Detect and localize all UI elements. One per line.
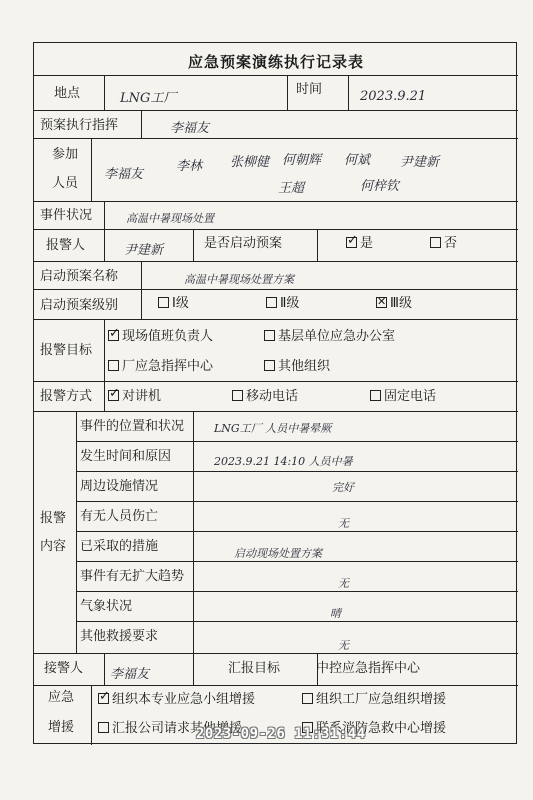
method-option-1[interactable]: ✓ 对讲机: [108, 389, 161, 405]
checkbox-icon[interactable]: [158, 297, 169, 308]
checkbox-icon[interactable]: [232, 390, 243, 401]
incident-value: 高温中暑现场处置: [126, 212, 214, 225]
checkbox-icon[interactable]: [346, 237, 357, 248]
location-label: 地点: [54, 86, 81, 101]
plan-name-value: 高温中暑现场处置方案: [184, 273, 294, 286]
checkbox-icon[interactable]: [302, 693, 313, 704]
content-row-label: 周边设施情况: [80, 479, 159, 494]
participant-name: 李林: [176, 159, 203, 174]
target-option-3[interactable]: 厂应急指挥中心: [108, 359, 213, 375]
drill-record-form: [33, 42, 517, 744]
content-row-label: 气象状况: [80, 599, 133, 614]
target-label: 报警目标: [40, 343, 93, 358]
reinforce-label-2: 增援: [48, 720, 75, 735]
participant-name: 王超: [278, 181, 305, 196]
content-label-2: 内容: [40, 539, 67, 554]
participant-name: 何斌: [344, 153, 371, 168]
content-row-label: 已采取的措施: [80, 539, 159, 554]
report-target-label: 汇报目标: [228, 661, 281, 676]
content-row-label: 有无人员伤亡: [80, 509, 159, 524]
level-3-option[interactable]: ✕ Ⅲ级: [376, 296, 412, 312]
reinforce-label-1: 应急: [48, 690, 75, 705]
reporter-label: 报警人: [46, 238, 86, 253]
content-row-label: 事件有无扩大趋势: [80, 569, 185, 584]
participants-label-1: 参加: [52, 147, 79, 162]
participant-name: 张柳健: [230, 155, 270, 170]
level-1-option[interactable]: Ⅰ级: [158, 296, 189, 312]
content-row-value: LNG工厂 人员中暑晕厥: [214, 422, 332, 435]
commander-label: 预案执行指挥: [40, 118, 119, 133]
activate-yes-option[interactable]: ✓ 是: [346, 236, 373, 252]
level-2-option[interactable]: Ⅱ级: [266, 296, 299, 312]
activate-no-option[interactable]: 否: [430, 236, 457, 252]
participant-name: 李福友: [104, 167, 144, 182]
time-value: 2023.9.21: [360, 89, 427, 104]
checkbox-icon[interactable]: [430, 237, 441, 248]
checkbox-icon[interactable]: [264, 330, 275, 341]
content-row-value: 晴: [330, 607, 341, 620]
plan-name-label: 启动预案名称: [40, 269, 119, 284]
form-title: 应急预案演练执行记录表: [187, 53, 364, 71]
timestamp-watermark: 2023-09-26 11:31:44: [196, 726, 366, 742]
content-row-value: 无: [338, 639, 349, 652]
method-option-2[interactable]: 移动电话: [232, 389, 298, 405]
checkbox-icon[interactable]: [98, 693, 109, 704]
method-label: 报警方式: [40, 389, 93, 404]
participant-name: 尹建新: [400, 155, 440, 170]
checkbox-icon[interactable]: [264, 360, 275, 371]
content-row-value: 无: [338, 517, 349, 530]
participant-name: 何梓钦: [360, 179, 400, 194]
plan-level-label: 启动预案级别: [40, 298, 119, 313]
reinforce-option-3[interactable]: 汇报公司请求其他增援: [98, 721, 242, 737]
commander-value: 李福友: [170, 121, 210, 136]
content-row-value: 无: [338, 577, 349, 590]
checkbox-icon[interactable]: [266, 297, 277, 308]
receiver-value: 李福友: [110, 667, 150, 682]
checkbox-icon[interactable]: [370, 390, 381, 401]
location-value: LNG工厂: [120, 91, 177, 106]
checkbox-icon[interactable]: [108, 390, 119, 401]
content-row-value: 完好: [332, 481, 354, 494]
checkbox-icon[interactable]: [108, 330, 119, 341]
reinforce-option-4[interactable]: 联系消防急救中心增援: [302, 721, 446, 737]
checkbox-icon[interactable]: [376, 297, 387, 308]
content-row-label: 事件的位置和状况: [80, 419, 185, 434]
content-label-1: 报警: [40, 511, 67, 526]
content-row-label: 其他救援要求: [80, 629, 159, 644]
target-option-1[interactable]: ✓现场值班负责人: [108, 329, 213, 345]
participants-label-2: 人员: [52, 176, 79, 191]
target-option-4[interactable]: 其他组织: [264, 359, 330, 375]
content-row-value: 2023.9.21 14:10 人员中暑: [214, 455, 353, 468]
reinforce-option-2[interactable]: 组织工厂应急组织增援: [302, 692, 446, 708]
activate-plan-label: 是否启动预案: [204, 236, 283, 251]
content-row-value: 启动现场处置方案: [234, 547, 322, 560]
participant-name: 何朝辉: [282, 153, 322, 168]
time-label: 时间: [296, 82, 323, 97]
incident-label: 事件状况: [40, 208, 93, 223]
report-target-value: 中控应急指挥中心: [316, 661, 421, 676]
checkbox-icon[interactable]: [108, 360, 119, 371]
target-option-2[interactable]: 基层单位应急办公室: [264, 329, 395, 345]
receiver-label: 接警人: [44, 661, 84, 676]
method-option-3[interactable]: 固定电话: [370, 389, 436, 405]
content-row-label: 发生时间和原因: [80, 449, 172, 464]
reinforce-option-1[interactable]: ✓组织本专业应急小组增援: [98, 692, 255, 708]
reporter-value: 尹建新: [124, 243, 164, 258]
checkbox-icon[interactable]: [98, 722, 109, 733]
